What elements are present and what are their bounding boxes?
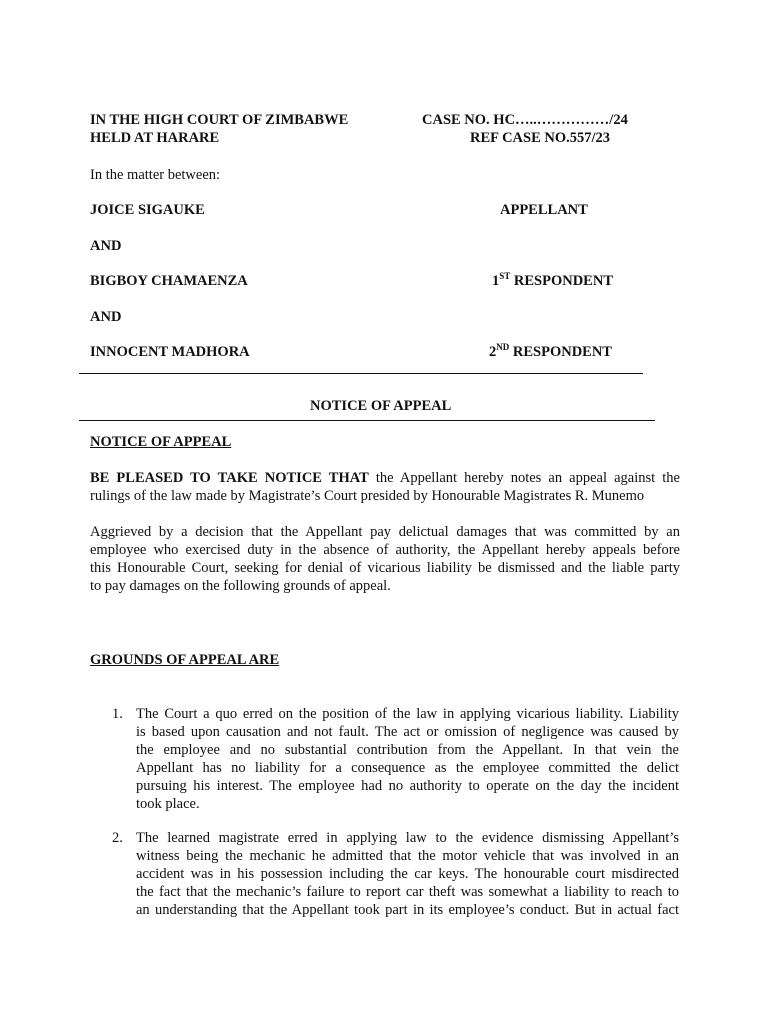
respondent2-role-line — [489, 343, 612, 361]
aggrieved-line: Aggrieved by a decision that the Appellant pay delictual damages that was committed by an — [90, 524, 680, 540]
aggrieved-line: to pay damages on the following grounds of appeal. — [90, 578, 391, 594]
and-separator-1: AND — [90, 238, 122, 254]
ground-line: The Court a quo erred on the position of the law in applying vicarious liability. Liability — [136, 706, 679, 722]
respondent2-name: INNOCENT MADHORA — [90, 344, 250, 360]
respondent1-role-line — [492, 272, 613, 290]
matter-intro: In the matter between: — [90, 167, 221, 183]
aggrieved-paragraph — [90, 523, 680, 595]
and-separator-2: AND — [90, 309, 122, 325]
court-location: HELD AT HARARE — [90, 130, 220, 146]
notice-paragraph-line-2: rulings of the law made by Magistrate’s Court presided by Honourable Magistrates R. Munemo — [90, 488, 645, 504]
appellant-role: APPELLANT — [500, 202, 588, 218]
ground-line: is based upon causation and not fault. The act or omission of negligence was caused by — [136, 724, 679, 740]
ground-line: witness being the mechanic he admitted that the motor vehicle that was involved in an — [136, 848, 679, 864]
respondent1-ordinal-suffix: ST — [499, 271, 511, 281]
ground-line: the fact that the mechanic’s failure to report car theft was somewhat a liability to reach to — [136, 884, 679, 900]
ground-item-2 — [136, 829, 679, 919]
ground-line: pursuing his interest. The employee had no authority to operate on the day the incident — [136, 778, 679, 794]
court-name: IN THE HIGH COURT OF ZIMBABWE — [90, 112, 349, 128]
document-title: NOTICE OF APPEAL — [310, 398, 452, 414]
respondent2-role: RESPONDENT — [512, 344, 612, 360]
ground-number: 1. — [112, 706, 123, 722]
aggrieved-line: employee who exercised duty in the absence of authority, the Appellant hereby appeals before — [90, 542, 680, 558]
appellant-name: JOICE SIGAUKE — [90, 202, 205, 218]
section-heading: NOTICE OF APPEAL — [90, 434, 232, 450]
respondent1-role: RESPONDENT — [513, 273, 613, 289]
ground-line: accident was in his possession including the car keys. The honourable court misdirected — [136, 866, 679, 882]
notice-paragraph-line-1 — [90, 469, 680, 487]
title-rule-bottom — [79, 420, 655, 421]
ground-number: 2. — [112, 830, 123, 846]
notice-paragraph — [90, 469, 680, 505]
ground-line: the employee and no substantial contribution from the Appellant. In that vein the — [136, 742, 679, 758]
ref-case-number: REF CASE NO.557/23 — [470, 130, 611, 146]
respondent1-name: BIGBOY CHAMAENZA — [90, 273, 248, 289]
respondent2-ordinal-suffix: ND — [496, 342, 510, 352]
aggrieved-line: this Honourable Court, seeking for denial of vicarious liability be dismissed and the liable party — [90, 560, 680, 576]
ground-line: Appellant has no liability for a consequence as the employee committed the delict — [136, 760, 679, 776]
notice-line1-rest: the Appellant hereby notes an appeal against the — [368, 470, 680, 486]
ground-line: an understanding that the Appellant took part in its employee’s conduct. But in actual fact — [136, 902, 679, 918]
ground-line: took place. — [136, 796, 200, 812]
case-number: CASE NO. HC…..……………/24 — [422, 112, 628, 128]
respondent2-ordinal: 2 — [489, 344, 497, 360]
grounds-heading: GROUNDS OF APPEAL ARE — [90, 652, 280, 668]
ground-line: The learned magistrate erred in applying law to the evidence dismissing Appellant’s — [136, 830, 679, 846]
ground-item-1 — [136, 705, 679, 813]
respondent1-ordinal: 1 — [492, 273, 500, 289]
title-rule-top — [79, 373, 643, 374]
notice-lead: BE PLEASED TO TAKE NOTICE THAT — [90, 470, 369, 486]
